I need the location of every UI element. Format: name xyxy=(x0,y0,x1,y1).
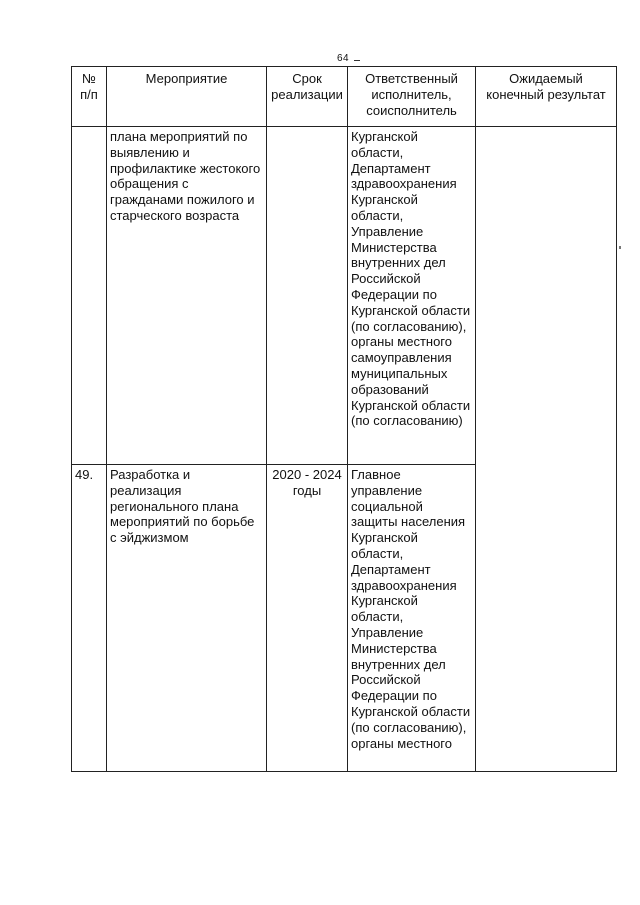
header-result: Ожидаемый конечный результат xyxy=(476,67,617,127)
cell-result xyxy=(476,465,617,772)
cell-term: 2020 - 2024 годы xyxy=(267,465,348,772)
cell-executor: Курганской области, Департамент здравоохранения Курганской области, Управление Министерства внутренних дел Российской Федерации по Курганской области (по согласованию), органы местного самоуправления муниципальных образований Курганской области (по согласованию) xyxy=(348,127,476,465)
cell-result xyxy=(476,127,617,465)
action-plan-table xyxy=(71,66,617,772)
cell-term xyxy=(267,127,348,465)
scan-artifact xyxy=(619,246,621,249)
cell-num: 49. xyxy=(72,465,107,772)
header-executor: Ответственный исполнитель, соисполнитель xyxy=(348,67,476,127)
cell-num xyxy=(72,127,107,465)
cell-measure: Разработка и реализация регионального плана мероприятий по борьбе с эйджизмом xyxy=(107,465,267,772)
cell-executor: Главное управление социальной защиты населения Курганской области, Департамент здравоохранения Курганской области, Управление Министерства внутренних дел Российской Федерации по Курганской области (по согласованию), органы местного xyxy=(348,465,476,772)
page-number-dash xyxy=(354,60,360,61)
page-number: 64 xyxy=(337,53,350,64)
table-row xyxy=(72,127,617,465)
table-row xyxy=(72,465,617,772)
cell-measure: плана мероприятий по выявлению и профилактике жестокого обращения с гражданами пожилого и старческого возраста xyxy=(107,127,267,465)
header-term: Срок реализации xyxy=(267,67,348,127)
table-header-row xyxy=(72,67,617,127)
header-measure: Мероприятие xyxy=(107,67,267,127)
header-num: № п/п xyxy=(72,67,107,127)
